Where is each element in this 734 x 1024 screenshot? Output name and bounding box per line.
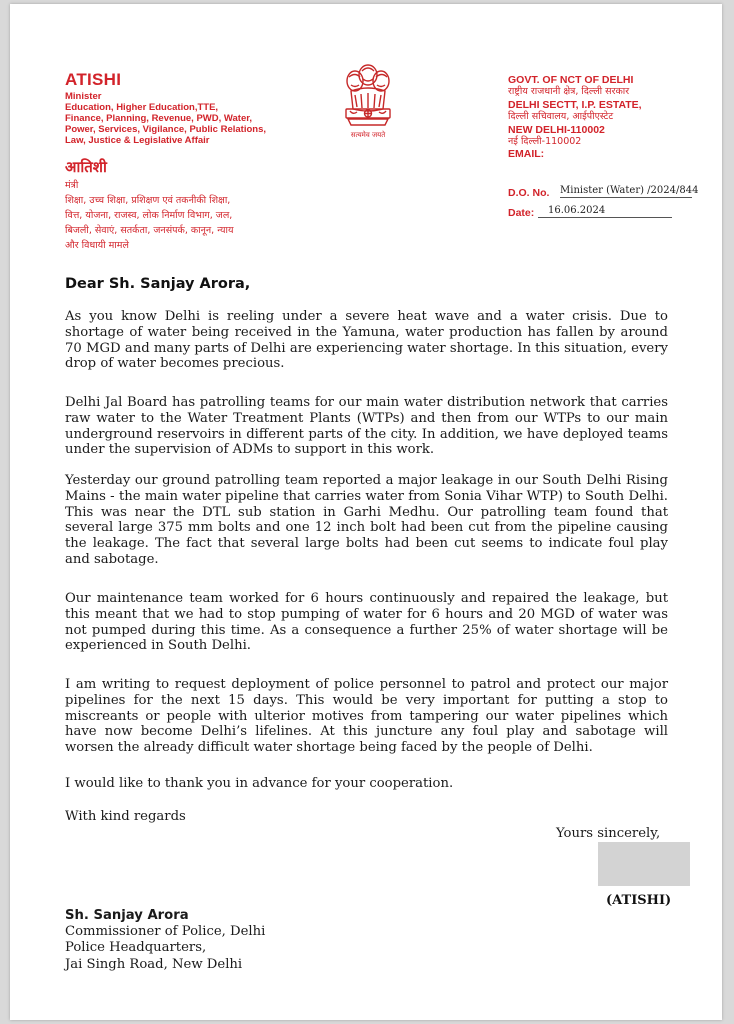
designation-line: Law, Justice & Legislative Affair xyxy=(65,135,210,146)
office-line: नई दिल्ली-110002 xyxy=(508,136,582,148)
do-value: Minister (Water) /2024/844 xyxy=(560,185,699,196)
date-value: 16.06.2024 xyxy=(538,205,672,218)
minister-hindi-name: आतिशी xyxy=(65,158,107,176)
date-label: Date: xyxy=(508,207,535,219)
paragraph: Delhi Jal Board has patrolling teams for our main water distribution network that carries raw water to the Water Treatment Plants (WTPs) and then from our WTPs to our main underground reservoirs in different parts of the city. In addition, we have deployed teams under the supervision of ADMs to support in this work. xyxy=(65,395,668,458)
hindi-designation-line: शिक्षा, उच्च शिक्षा, प्रशिक्षण एवं तकनीकी शिक्षा, xyxy=(65,195,231,206)
signatory-name: (ATISHI) xyxy=(606,893,672,908)
emblem-motto: सत्यमेव जयते xyxy=(350,131,386,139)
paragraph: I would like to thank you in advance for your cooperation. xyxy=(65,776,454,791)
closing: Yours sincerely, xyxy=(556,826,661,841)
salutation: Dear Sh. Sanjay Arora, xyxy=(65,276,251,292)
minister-name: ATISHI xyxy=(65,70,122,89)
paragraph: Our maintenance team worked for 6 hours continuously and repaired the leakage, but this meant that we had to stop pumping of water for 6 hours and 20 MGD of water was not pumped during this time. As a consequence a further 25% of water shortage will be experienced in South Delhi. xyxy=(65,591,668,654)
designation-line: Power, Services, Vigilance, Public Relations, xyxy=(65,124,266,135)
office-line: NEW DELHI-110002 xyxy=(508,123,605,136)
designation-line: Minister xyxy=(65,91,102,102)
designation-line: Finance, Planning, Revenue, PWD, Water, xyxy=(65,113,253,124)
addressee-line: Commissioner of Police, Delhi xyxy=(65,924,266,940)
regards-line: With kind regards xyxy=(65,809,186,824)
addressee-line: Jai Singh Road, New Delhi xyxy=(65,956,243,972)
do-label: D.O. No. xyxy=(508,187,550,199)
office-line: DELHI SECTT, I.P. ESTATE, xyxy=(508,98,642,111)
redacted-signature xyxy=(598,842,690,886)
paragraph: Yesterday our ground patrolling team reported a major leakage in our South Delhi Rising Mains - the main water pipeline that carries water from Sonia Vihar WTP) to South Delhi. This was near the DTL sub station in Garhi Medhu. Our patrolling team found that several large 375 mm bolts and one 12 inch bolt had been cut from the pipeline causing the leakage. The fact that several large bolts had been cut seems to indicate foul play and sabotage. xyxy=(65,473,668,567)
addressee-line: Police Headquarters, xyxy=(65,940,207,956)
office-line: राष्ट्रीय राजधानी क्षेत्र, दिल्ली सरकार xyxy=(508,86,630,98)
paragraph: As you know Delhi is reeling under a severe heat wave and a water crisis. Due to shortage of water being received in the Yamuna, water production has fallen by around 70 MGD and many parts of Delhi are experiencing water shortage. In this situation, every drop of water becomes precious. xyxy=(65,309,668,372)
hindi-designation-line: मंत्री xyxy=(65,180,79,191)
hindi-designation-line: और विधायी मामले xyxy=(65,240,129,251)
office-address xyxy=(508,74,698,161)
addressee-block xyxy=(65,908,365,973)
letter-date xyxy=(508,205,606,219)
hindi-designation-line: वित्त, योजना, राजस्व, लोक निर्माण विभाग, जल, xyxy=(65,210,233,221)
minister-designation xyxy=(65,91,305,146)
designation-line: Education, Higher Education,TTE, xyxy=(65,102,219,113)
letter-page xyxy=(10,4,722,1020)
addressee-name: Sh. Sanjay Arora xyxy=(65,908,189,923)
office-line: दिल्ली सचिवालय, आईपीएस्टेट xyxy=(508,111,614,123)
national-emblem-icon xyxy=(337,59,399,147)
minister-hindi-designation xyxy=(65,178,305,253)
office-line: EMAIL: xyxy=(508,148,545,161)
office-line: GOVT. OF NCT OF DELHI xyxy=(508,74,634,86)
paragraph: I am writing to request deployment of police personnel to patrol and protect our major pipelines for the next 15 days. This would be very important for putting a stop to miscreants or people with ulterior motives from tampering our water pipelines which have now become Delhi’s lifelines. At this juncture any foul play and sabotage will worsen the already difficult water shortage being faced by the people of Delhi. xyxy=(65,677,668,756)
do-number xyxy=(508,185,699,199)
hindi-designation-line: बिजली, सेवाएं, सतर्कता, जनसंपर्क, कानून, न्याय xyxy=(65,225,234,236)
